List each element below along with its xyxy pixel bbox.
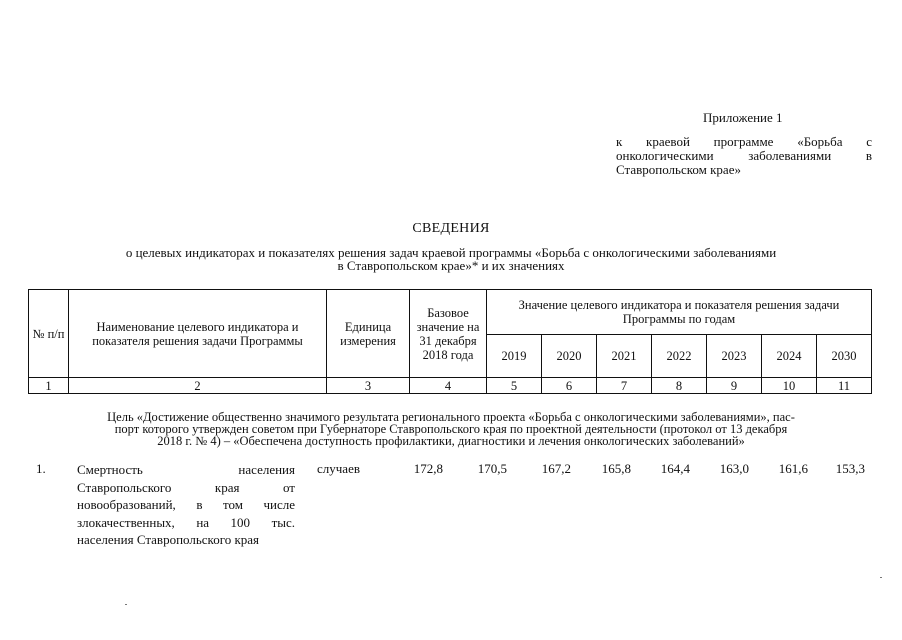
header-year: 2020 — [542, 335, 597, 378]
header-year: 2019 — [487, 335, 542, 378]
document-subtitle — [60, 246, 842, 272]
column-number: 11 — [817, 378, 872, 394]
header-base: Базовое значение на 31 декабря 2018 года — [410, 290, 487, 378]
column-number: 7 — [597, 378, 652, 394]
document-title: СВЕДЕНИЯ — [412, 221, 490, 236]
column-number: 1 — [29, 378, 69, 394]
header-year: 2030 — [817, 335, 872, 378]
header-unit: Единица измерения — [327, 290, 410, 378]
indicator-value-2024: 161,6 — [778, 461, 808, 476]
document-subtitle-line: о целевых индикаторах и показателях решения задач краевой программы «Борьба с онкологическими заболеваниями — [125, 245, 777, 260]
appendix-subtitle: к краевой программе «Борьба с онкологическими заболеваниями в Ставропольском крае» — [616, 134, 872, 177]
goal-line: порт которого утвержден советом при Губернаторе Ставропольского края по проектной деятельности (протокол от 13 декабря — [114, 422, 788, 436]
indicator-table — [28, 289, 872, 394]
goal-line: 2018 г. № 4) – «Обеспечена доступность профилактики, диагностики и лечения онкологических заболеваний» — [157, 434, 745, 448]
column-number: 6 — [542, 378, 597, 394]
indicator-value-2020: 167,2 — [541, 461, 571, 476]
scan-speck — [880, 577, 882, 578]
column-number: 3 — [327, 378, 410, 394]
row-number: 1. — [36, 461, 46, 476]
column-number: 8 — [652, 378, 707, 394]
column-number: 2 — [69, 378, 327, 394]
goal-line: Цель «Достижение общественно значимого результата регионального проекта «Борьба с онкологическими заболеваниями», пас- — [107, 410, 795, 424]
header-year: 2022 — [652, 335, 707, 378]
column-number: 9 — [707, 378, 762, 394]
column-number: 10 — [762, 378, 817, 394]
indicator-value-2023: 163,0 — [719, 461, 749, 476]
indicator-base-value: 172,8 — [413, 461, 443, 476]
appendix-title: Приложение 1 — [703, 110, 783, 125]
indicator-unit: случаев — [317, 461, 360, 476]
header-name: Наименование целевого индикатора и показателя решения задачи Программы — [69, 290, 327, 378]
column-number-row — [29, 378, 872, 394]
indicator-value-2030: 153,3 — [835, 461, 865, 476]
column-number: 4 — [410, 378, 487, 394]
indicator-value-2019: 170,5 — [477, 461, 507, 476]
header-year: 2021 — [597, 335, 652, 378]
header-values-group: Значение целевого индикатора и показателя решения задачи Программы по годам — [487, 290, 872, 335]
indicator-value-2022: 164,4 — [660, 461, 690, 476]
document-subtitle-line: в Ставропольском крае»* и их значениях — [337, 258, 565, 273]
scan-speck — [125, 604, 127, 605]
header-num: № п/п — [29, 290, 69, 378]
column-number: 5 — [487, 378, 542, 394]
indicator-value-2021: 165,8 — [601, 461, 631, 476]
header-year: 2024 — [762, 335, 817, 378]
indicator-name: Смертность населения Ставропольского края от новообразований, в том числе злокачественных, на 100 тыс. населения Ставропольского края — [77, 462, 295, 547]
header-year: 2023 — [707, 335, 762, 378]
goal-text — [36, 411, 866, 447]
